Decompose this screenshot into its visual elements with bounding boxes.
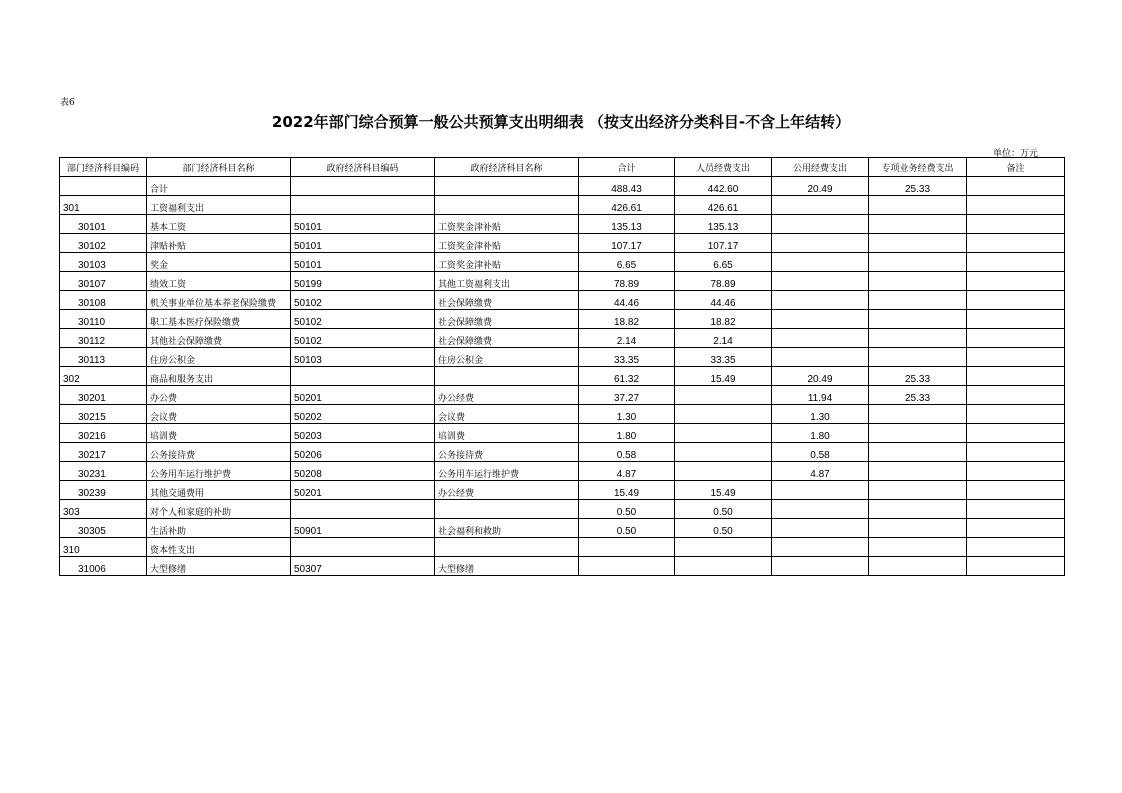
cell-dept-name: 合计 [147, 177, 291, 196]
table-row [60, 272, 1065, 291]
cell-public [772, 291, 869, 310]
cell-note [967, 329, 1065, 348]
cell-dept-code: 30107 [60, 272, 147, 291]
cell-dept-code: 30215 [60, 405, 147, 424]
cell-gov-name: 工资奖金津补贴 [435, 234, 579, 253]
cell-dept-name: 工资福利支出 [147, 196, 291, 215]
cell-gov-code: 50901 [291, 519, 435, 538]
cell-gov-name: 社会保障缴费 [435, 329, 579, 348]
cell-personnel: 0.50 [675, 519, 772, 538]
cell-note [967, 405, 1065, 424]
cell-dept-name: 公务接待费 [147, 443, 291, 462]
cell-dept-code: 30239 [60, 481, 147, 500]
table-row [60, 424, 1065, 443]
cell-dept-name: 对个人和家庭的补助 [147, 500, 291, 519]
cell-gov-code: 50203 [291, 424, 435, 443]
cell-total [579, 557, 675, 576]
cell-note [967, 462, 1065, 481]
cell-gov-name [435, 538, 579, 557]
cell-gov-name: 工资奖金津补贴 [435, 253, 579, 272]
cell-total: 0.50 [579, 519, 675, 538]
cell-personnel: 135.13 [675, 215, 772, 234]
cell-total: 4.87 [579, 462, 675, 481]
header-public: 公用经费支出 [772, 158, 869, 177]
cell-total: 78.89 [579, 272, 675, 291]
cell-public: 11.94 [772, 386, 869, 405]
cell-note [967, 386, 1065, 405]
cell-personnel: 6.65 [675, 253, 772, 272]
header-special: 专项业务经费支出 [869, 158, 967, 177]
cell-gov-code: 50208 [291, 462, 435, 481]
cell-gov-name [435, 500, 579, 519]
cell-note [967, 234, 1065, 253]
cell-total: 1.80 [579, 424, 675, 443]
cell-total: 15.49 [579, 481, 675, 500]
cell-note [967, 557, 1065, 576]
cell-personnel: 78.89 [675, 272, 772, 291]
cell-note [967, 177, 1065, 196]
cell-gov-name: 工资奖金津补贴 [435, 215, 579, 234]
cell-special [869, 462, 967, 481]
cell-personnel: 44.46 [675, 291, 772, 310]
cell-personnel [675, 405, 772, 424]
header-gov-code: 政府经济科目编码 [291, 158, 435, 177]
cell-dept-code: 30231 [60, 462, 147, 481]
cell-dept-code: 30101 [60, 215, 147, 234]
table-row [60, 386, 1065, 405]
cell-personnel: 2.14 [675, 329, 772, 348]
unit-label: 单位：万元 [992, 149, 1038, 159]
cell-dept-code: 301 [60, 196, 147, 215]
cell-special [869, 215, 967, 234]
cell-gov-code: 50101 [291, 215, 435, 234]
cell-note [967, 367, 1065, 386]
cell-special [869, 500, 967, 519]
cell-note [967, 196, 1065, 215]
cell-special [869, 196, 967, 215]
cell-dept-code: 30103 [60, 253, 147, 272]
cell-special [869, 234, 967, 253]
cell-dept-name: 津贴补贴 [147, 234, 291, 253]
cell-dept-code: 30112 [60, 329, 147, 348]
cell-gov-code: 50101 [291, 234, 435, 253]
cell-gov-code: 50101 [291, 253, 435, 272]
header-dept-name: 部门经济科目名称 [147, 158, 291, 177]
cell-note [967, 253, 1065, 272]
cell-dept-code: 30113 [60, 348, 147, 367]
cell-dept-code: 303 [60, 500, 147, 519]
cell-note [967, 272, 1065, 291]
cell-special [869, 557, 967, 576]
cell-public [772, 215, 869, 234]
table-row [60, 500, 1065, 519]
cell-gov-name: 社会福利和救助 [435, 519, 579, 538]
cell-total: 426.61 [579, 196, 675, 215]
cell-special [869, 424, 967, 443]
header-personnel: 人员经费支出 [675, 158, 772, 177]
cell-personnel: 15.49 [675, 367, 772, 386]
cell-note [967, 291, 1065, 310]
cell-note [967, 481, 1065, 500]
cell-public: 1.80 [772, 424, 869, 443]
table-row [60, 310, 1065, 329]
cell-personnel [675, 386, 772, 405]
sheet-label: 表6 [60, 98, 75, 108]
cell-gov-name [435, 367, 579, 386]
cell-gov-code [291, 367, 435, 386]
cell-personnel [675, 443, 772, 462]
cell-public [772, 196, 869, 215]
cell-gov-code: 50201 [291, 386, 435, 405]
header-note: 备注 [967, 158, 1065, 177]
cell-dept-code: 310 [60, 538, 147, 557]
cell-gov-name: 公务用车运行维护费 [435, 462, 579, 481]
cell-special [869, 443, 967, 462]
cell-personnel [675, 424, 772, 443]
cell-special: 25.33 [869, 177, 967, 196]
cell-special [869, 329, 967, 348]
cell-total: 107.17 [579, 234, 675, 253]
cell-special [869, 310, 967, 329]
table-body [60, 177, 1065, 576]
cell-public: 4.87 [772, 462, 869, 481]
cell-dept-code: 30305 [60, 519, 147, 538]
cell-dept-code: 30102 [60, 234, 147, 253]
cell-public [772, 234, 869, 253]
table-row [60, 557, 1065, 576]
cell-total: 135.13 [579, 215, 675, 234]
cell-special: 25.33 [869, 367, 967, 386]
cell-special [869, 405, 967, 424]
cell-gov-code [291, 538, 435, 557]
cell-gov-name: 社会保障缴费 [435, 291, 579, 310]
table-row [60, 462, 1065, 481]
cell-public [772, 272, 869, 291]
page-title: 2022年部门综合预算一般公共预算支出明细表 （按支出经济分类科目-不含上年结转） [271, 113, 851, 131]
cell-public [772, 557, 869, 576]
table-row [60, 177, 1065, 196]
cell-gov-code [291, 177, 435, 196]
cell-total: 33.35 [579, 348, 675, 367]
cell-public [772, 481, 869, 500]
cell-special [869, 253, 967, 272]
cell-special [869, 348, 967, 367]
cell-personnel: 107.17 [675, 234, 772, 253]
cell-dept-name: 大型修缮 [147, 557, 291, 576]
header-dept-code: 部门经济科目编码 [60, 158, 147, 177]
cell-note [967, 538, 1065, 557]
cell-gov-name: 其他工资福利支出 [435, 272, 579, 291]
cell-special [869, 291, 967, 310]
cell-gov-code: 50102 [291, 329, 435, 348]
cell-dept-code: 30217 [60, 443, 147, 462]
cell-gov-code: 50206 [291, 443, 435, 462]
cell-gov-code: 50199 [291, 272, 435, 291]
cell-total: 1.30 [579, 405, 675, 424]
cell-dept-name: 其他交通费用 [147, 481, 291, 500]
table-row [60, 481, 1065, 500]
cell-public: 1.30 [772, 405, 869, 424]
cell-total: 44.46 [579, 291, 675, 310]
cell-personnel [675, 462, 772, 481]
cell-public [772, 519, 869, 538]
cell-personnel: 426.61 [675, 196, 772, 215]
cell-total: 37.27 [579, 386, 675, 405]
cell-gov-code [291, 500, 435, 519]
cell-gov-code [291, 196, 435, 215]
table-row [60, 234, 1065, 253]
cell-dept-name: 基本工资 [147, 215, 291, 234]
cell-note [967, 348, 1065, 367]
cell-dept-code: 30201 [60, 386, 147, 405]
cell-public [772, 500, 869, 519]
table-row [60, 253, 1065, 272]
header-total: 合计 [579, 158, 675, 177]
cell-public: 20.49 [772, 177, 869, 196]
cell-dept-code [60, 177, 147, 196]
cell-personnel [675, 538, 772, 557]
cell-dept-name: 奖金 [147, 253, 291, 272]
cell-dept-name: 生活补助 [147, 519, 291, 538]
cell-special [869, 519, 967, 538]
table-row [60, 196, 1065, 215]
table-row [60, 405, 1065, 424]
table-row [60, 329, 1065, 348]
cell-dept-name: 住房公积金 [147, 348, 291, 367]
cell-note [967, 443, 1065, 462]
cell-personnel: 33.35 [675, 348, 772, 367]
cell-gov-name: 会议费 [435, 405, 579, 424]
cell-dept-name: 培训费 [147, 424, 291, 443]
cell-gov-code: 50307 [291, 557, 435, 576]
cell-public [772, 253, 869, 272]
cell-gov-code: 50202 [291, 405, 435, 424]
table-row [60, 519, 1065, 538]
table-row [60, 538, 1065, 557]
budget-table [59, 157, 1065, 576]
cell-gov-code: 50102 [291, 310, 435, 329]
cell-personnel: 18.82 [675, 310, 772, 329]
cell-dept-name: 公务用车运行维护费 [147, 462, 291, 481]
cell-dept-code: 302 [60, 367, 147, 386]
cell-public [772, 538, 869, 557]
cell-total: 6.65 [579, 253, 675, 272]
cell-special [869, 481, 967, 500]
cell-personnel: 0.50 [675, 500, 772, 519]
cell-special [869, 538, 967, 557]
cell-total: 488.43 [579, 177, 675, 196]
cell-gov-code: 50103 [291, 348, 435, 367]
cell-note [967, 519, 1065, 538]
cell-gov-name: 办公经费 [435, 386, 579, 405]
header-row [60, 158, 1065, 177]
cell-dept-code: 30110 [60, 310, 147, 329]
cell-gov-name [435, 177, 579, 196]
table-row [60, 443, 1065, 462]
cell-dept-name: 机关事业单位基本养老保险缴费 [147, 291, 291, 310]
cell-total: 18.82 [579, 310, 675, 329]
cell-personnel: 442.60 [675, 177, 772, 196]
cell-dept-name: 资本性支出 [147, 538, 291, 557]
cell-public [772, 329, 869, 348]
cell-dept-name: 其他社会保障缴费 [147, 329, 291, 348]
cell-total: 0.58 [579, 443, 675, 462]
cell-public: 20.49 [772, 367, 869, 386]
cell-special: 25.33 [869, 386, 967, 405]
cell-personnel [675, 557, 772, 576]
table-row [60, 348, 1065, 367]
cell-special [869, 272, 967, 291]
cell-dept-name: 绩效工资 [147, 272, 291, 291]
cell-public [772, 348, 869, 367]
cell-public: 0.58 [772, 443, 869, 462]
table-row [60, 367, 1065, 386]
cell-note [967, 500, 1065, 519]
cell-public [772, 310, 869, 329]
cell-dept-code: 30108 [60, 291, 147, 310]
cell-dept-code: 31006 [60, 557, 147, 576]
cell-total [579, 538, 675, 557]
table-row [60, 291, 1065, 310]
cell-dept-name: 会议费 [147, 405, 291, 424]
cell-gov-name: 培训费 [435, 424, 579, 443]
cell-gov-code: 50102 [291, 291, 435, 310]
cell-gov-name: 办公经费 [435, 481, 579, 500]
cell-note [967, 310, 1065, 329]
table-row [60, 215, 1065, 234]
cell-note [967, 424, 1065, 443]
cell-dept-name: 商品和服务支出 [147, 367, 291, 386]
cell-dept-name: 办公费 [147, 386, 291, 405]
cell-gov-name [435, 196, 579, 215]
cell-total: 61.32 [579, 367, 675, 386]
cell-gov-name: 社会保障缴费 [435, 310, 579, 329]
cell-total: 2.14 [579, 329, 675, 348]
cell-total: 0.50 [579, 500, 675, 519]
cell-gov-name: 公务接待费 [435, 443, 579, 462]
cell-note [967, 215, 1065, 234]
cell-personnel: 15.49 [675, 481, 772, 500]
header-gov-name: 政府经济科目名称 [435, 158, 579, 177]
cell-dept-name: 职工基本医疗保险缴费 [147, 310, 291, 329]
cell-dept-code: 30216 [60, 424, 147, 443]
cell-gov-name: 大型修缮 [435, 557, 579, 576]
cell-gov-name: 住房公积金 [435, 348, 579, 367]
cell-gov-code: 50201 [291, 481, 435, 500]
